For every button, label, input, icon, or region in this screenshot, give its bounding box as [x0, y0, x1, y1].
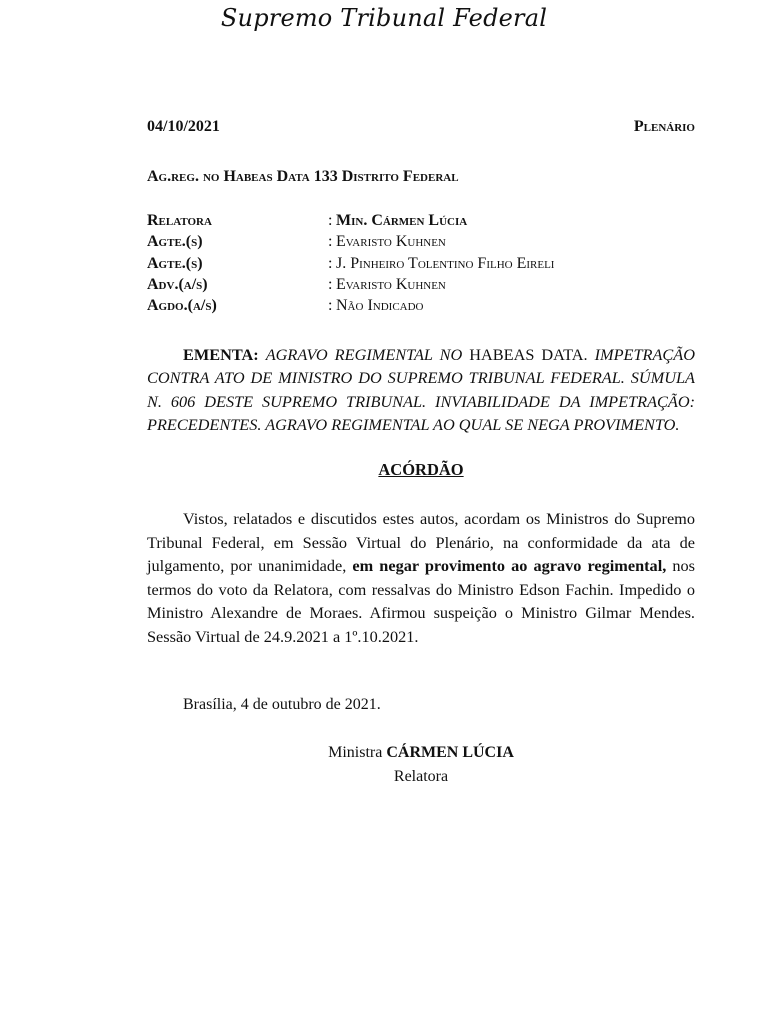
signature-block: [147, 741, 695, 789]
party-row: [147, 210, 695, 231]
signature-line: [147, 741, 695, 765]
acordao-text-after: nos termos do voto da Relatora, com ressalvas do Ministro Edson Fachin. Impedido o Ministro Alexandre de Moraes. Afirmou suspeição o Ministro Gilmar Mendes. Sessão Virtual de 24.9.2021 a 1º.10.2021.: [147, 556, 695, 646]
party-role: Relatora: [147, 212, 212, 229]
ementa-text-2: HABEAS DATA.: [469, 345, 588, 364]
acordao-paragraph: [147, 507, 695, 649]
signature-prefix: Ministra: [328, 744, 383, 761]
party-row: [147, 295, 695, 316]
party-colon: :: [328, 233, 333, 251]
acordao-text-bold: em negar provimento ao agravo regimental,: [352, 556, 667, 576]
party-role: Agte.(s): [147, 233, 203, 251]
party-name: Evaristo Kuhnen: [336, 275, 446, 293]
ementa-paragraph: [147, 343, 695, 436]
signature-role: Relatora: [393, 768, 449, 785]
ementa-text-3: IMPETRAÇÃO CONTRA ATO DE MINISTRO DO SUPREMO TRIBUNAL FEDERAL. SÚMULA N. 606 DESTE SUPREMO TRIBUNAL. INVIABILIDADE DA IMPETRAÇÃO: PRECEDENTES. AGRAVO REGIMENTAL AO QUAL SE NEGA PROVIMENTO.: [147, 345, 695, 434]
party-name: Min. Cármen Lúcia: [336, 212, 468, 229]
party-colon: :: [328, 275, 333, 293]
party-row: [147, 253, 695, 274]
party-row: [147, 274, 695, 295]
party-role: Adv.(a/s): [147, 275, 208, 293]
judgment-date: 04/10/2021: [147, 118, 220, 135]
signature-name: CÁRMEN LÚCIA: [386, 744, 514, 761]
party-role: Agte.(s): [147, 254, 203, 272]
acordao-text-before: Vistos, relatados e discutidos estes autos, acordam os Ministros do Supremo Tribunal Federal, em Sessão Virtual do Plenário, na conformidade da ata de julgamento, por unanimidade,: [147, 509, 695, 576]
party-colon: :: [328, 212, 333, 229]
party-row: [147, 231, 695, 252]
party-colon: :: [328, 254, 333, 272]
court-header-title: Supremo Tribunal Federal: [220, 4, 548, 32]
ementa-label: EMENTA:: [183, 345, 259, 364]
party-role: Agdo.(a/s): [147, 297, 217, 315]
party-name: Evaristo Kuhnen: [336, 233, 446, 251]
meta-row: [147, 118, 695, 136]
party-name: J. Pinheiro Tolentino Filho Eireli: [336, 254, 555, 272]
case-title: Ag.reg. no Habeas Data 133 Distrito Federal: [147, 168, 459, 185]
acordao-heading: ACÓRDÃO: [378, 460, 464, 479]
session-name: Plenário: [633, 118, 695, 135]
ementa-text-1: AGRAVO REGIMENTAL NO: [265, 345, 463, 364]
parties-table: [147, 210, 695, 316]
party-colon: :: [328, 297, 333, 315]
place-date: Brasília, 4 de outubro de 2021.: [183, 696, 381, 713]
party-name: Não Indicado: [336, 297, 424, 315]
